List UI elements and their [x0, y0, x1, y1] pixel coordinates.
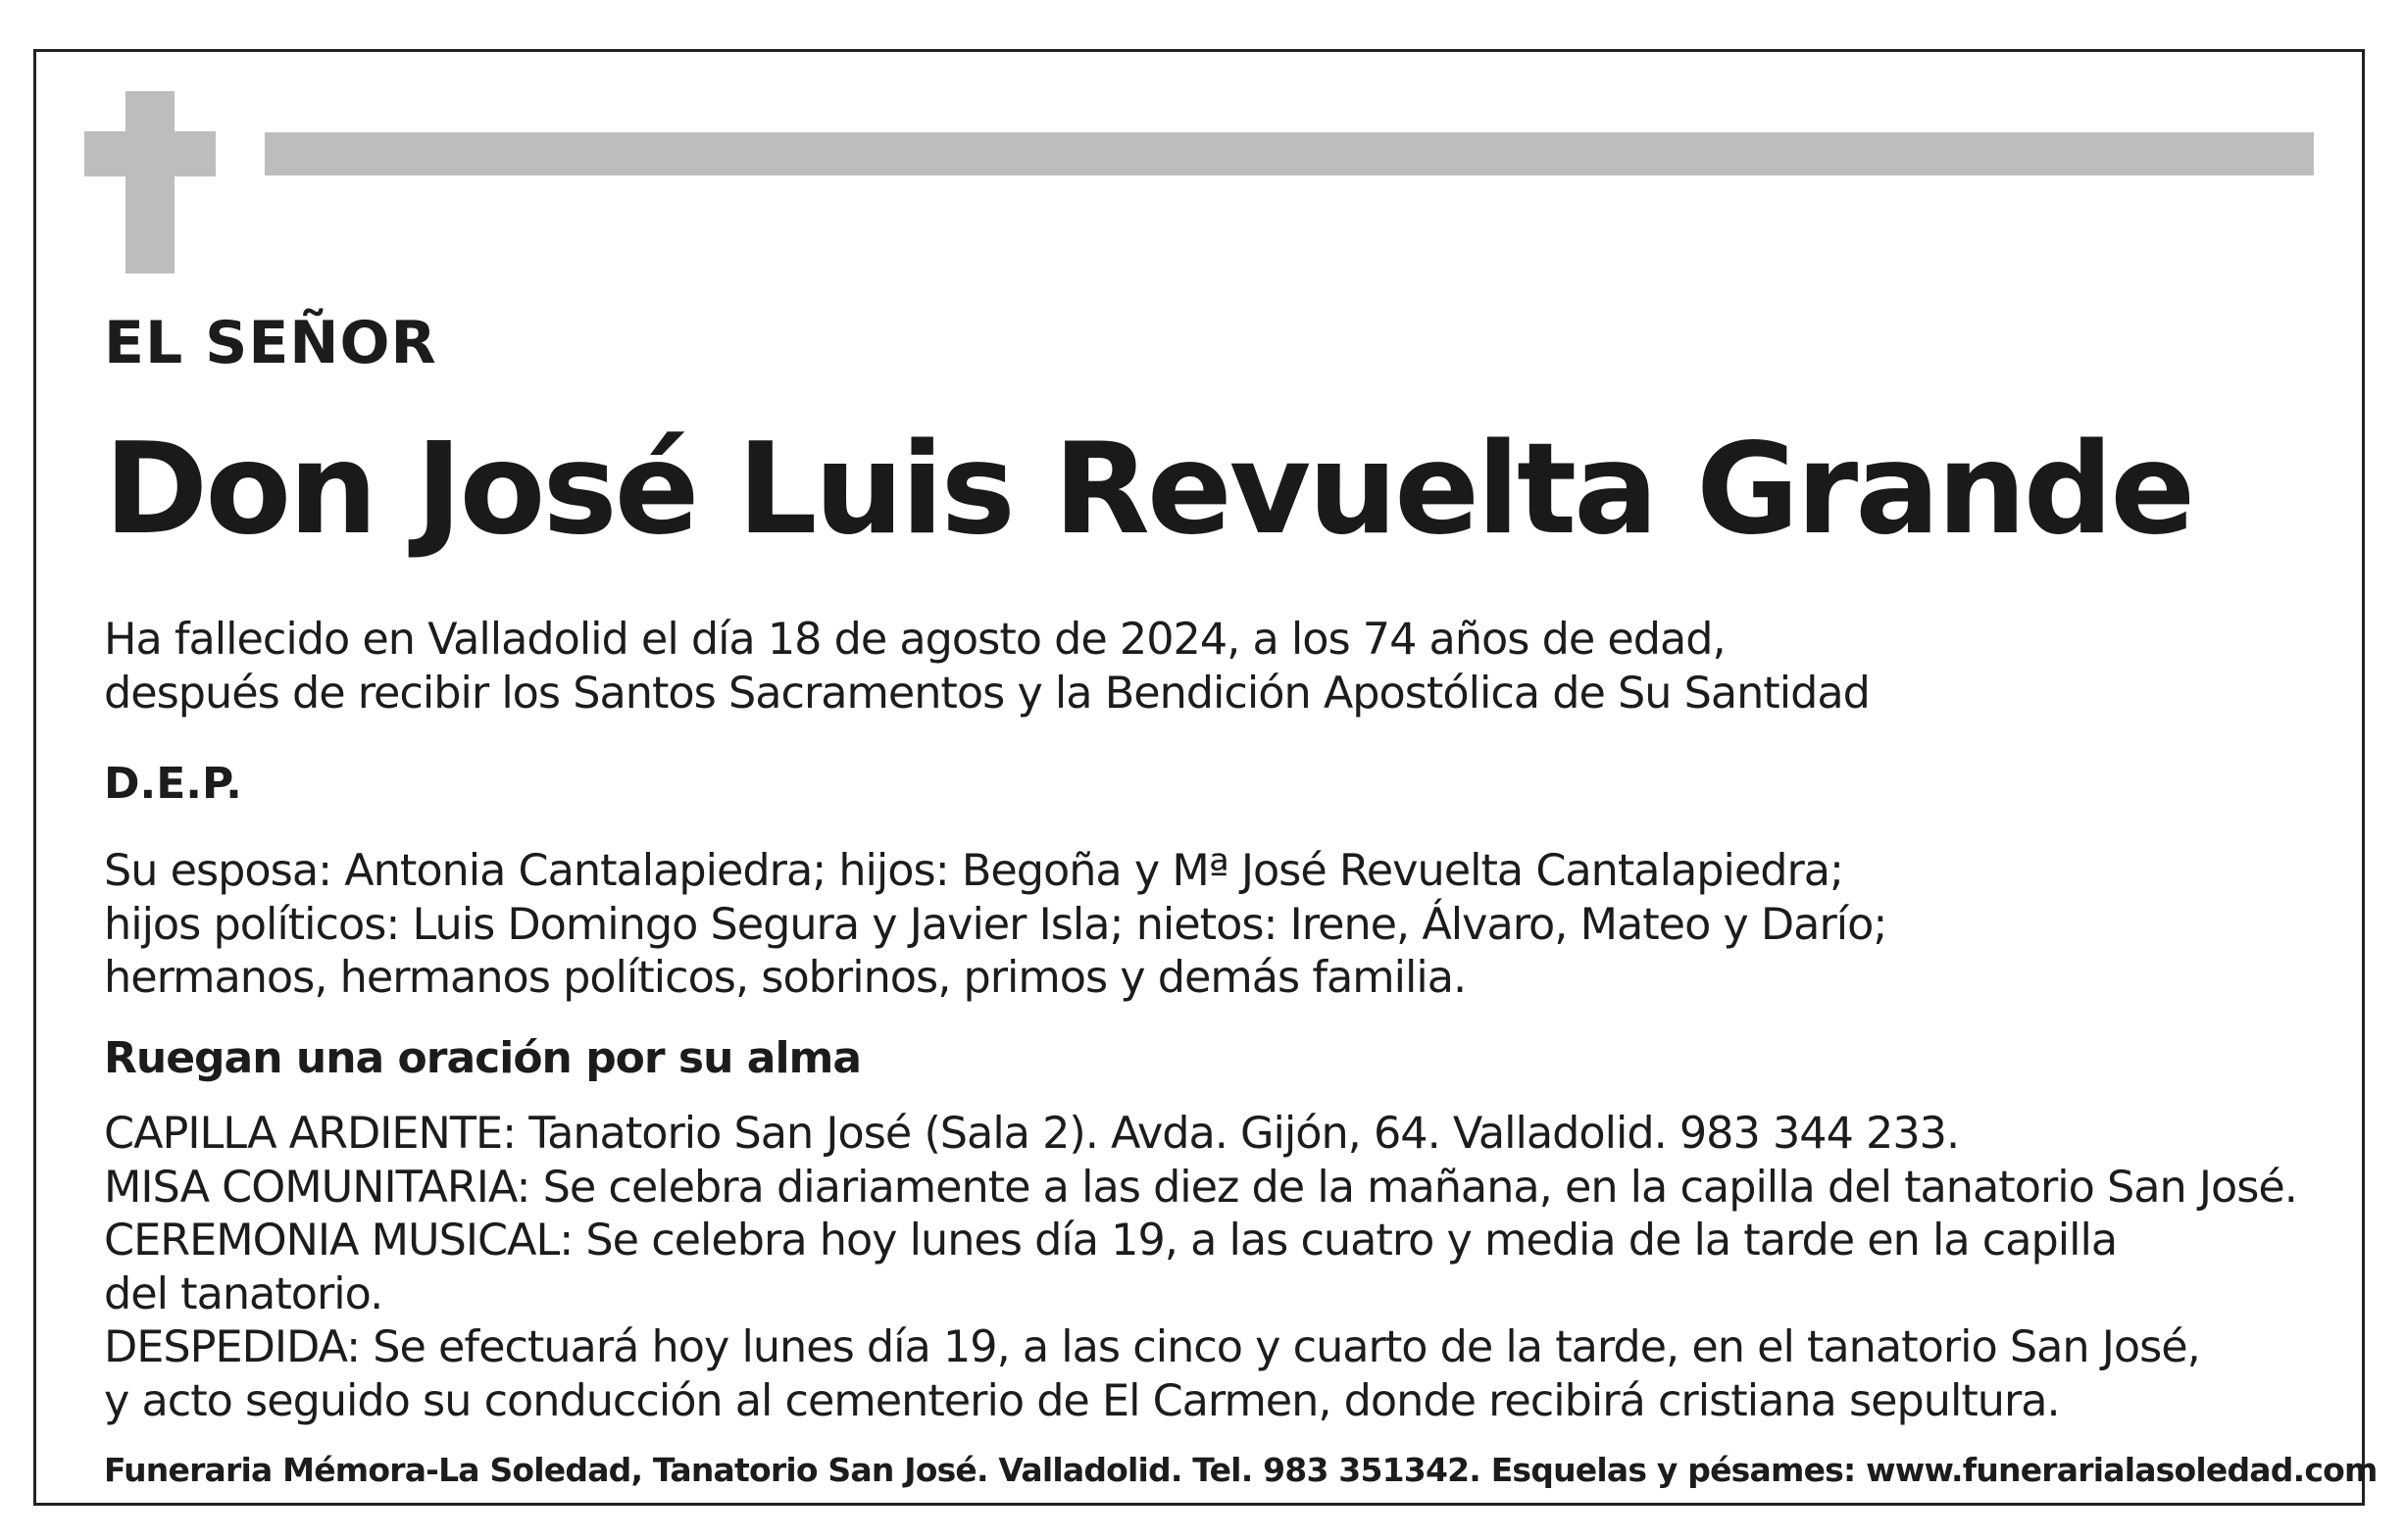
family-notice — [104, 845, 1886, 1006]
cross-horizontal-bar — [84, 131, 216, 176]
death-notice — [104, 614, 1870, 720]
service-line: DESPEDIDA: Se efectuará hoy lunes día 19, a las cinco y cuarto de la tarde, en el tanatorio San José, — [104, 1322, 2200, 1372]
funeral-services — [104, 1108, 2297, 1428]
service-line: CAPILLA ARDIENTE: Tanatorio San José (Sala 2). Avda. Gijón, 64. Valladolid. 983 344 233. — [104, 1109, 1960, 1159]
title-prefix: EL SEÑOR — [104, 309, 437, 377]
family-line: Su esposa: Antonia Cantalapiedra; hijos: Begoña y Mª José Revuelta Cantalapiedra; — [104, 846, 1844, 896]
cross-vertical-bar — [125, 91, 175, 273]
death-notice-line: después de recibir los Santos Sacramentos y la Bendición Apostólica de Su Santidad — [104, 668, 1870, 719]
service-line: CEREMONIA MUSICAL: Se celebra hoy lunes día 19, a las cuatro y media de la tarde en la capilla — [104, 1216, 2118, 1266]
family-line: hijos políticos: Luis Domingo Segura y Javier Isla; nietos: Irene, Álvaro, Mateo y Darío; — [104, 899, 1887, 950]
rip-abbreviation: D.E.P. — [104, 759, 242, 809]
service-line: y acto seguido su conducción al cementerio de El Carmen, donde recibirá cristiana sepultura. — [104, 1375, 2060, 1426]
service-line: MISA COMUNITARIA: Se celebra diariamente a las diez de la mañana, en la capilla del tanatorio San José. — [104, 1162, 2297, 1213]
prayer-request: Ruegan una oración por su alma — [104, 1033, 862, 1083]
funeral-home-footer: Funeraria Mémora-La Soledad, Tanatorio San José. Valladolid. Tel. 983 351342. Esquelas y pésames: www.funerarialasoledad.com — [104, 1451, 2378, 1489]
service-line: del tanatorio. — [104, 1268, 383, 1319]
family-line: hermanos, hermanos políticos, sobrinos, primos y demás familia. — [104, 953, 1467, 1003]
deceased-name: Don José Luis Revuelta Grande — [104, 417, 2193, 563]
death-notice-line: Ha fallecido en Valladolid el día 18 de agosto de 2024, a los 74 años de edad, — [104, 615, 1726, 665]
header-rule — [265, 132, 2314, 175]
